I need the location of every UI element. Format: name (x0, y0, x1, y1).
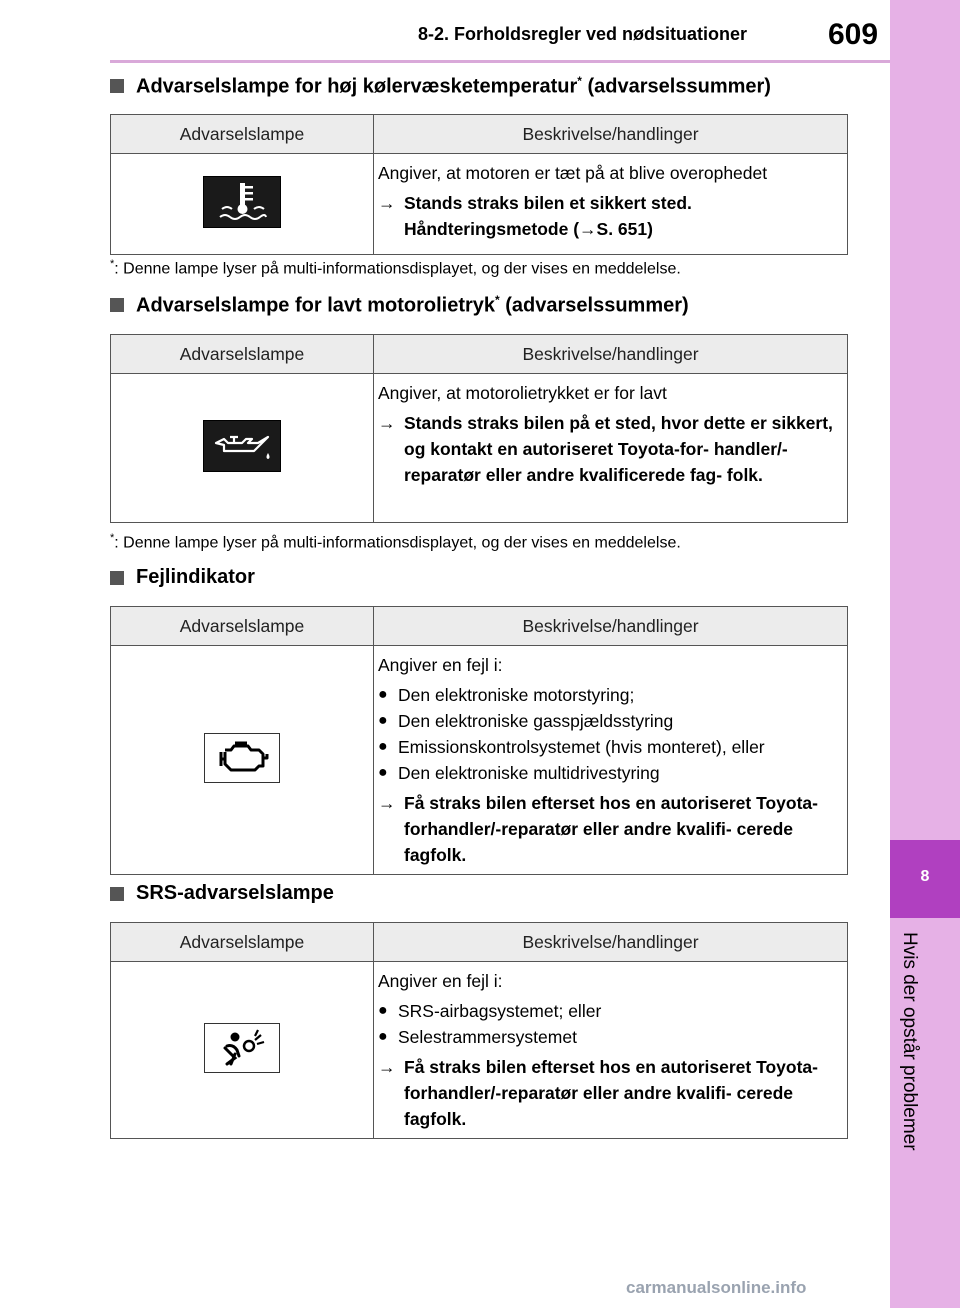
srs-airbag-icon (204, 1023, 280, 1073)
heading-square-icon (110, 571, 124, 585)
warning-table-malfunction (110, 606, 848, 875)
heading-suffix: (advarselssummer) (499, 294, 689, 317)
heading-square-icon (110, 79, 124, 93)
description-cell (374, 962, 848, 1139)
bullet-text: Den elektroniske gasspjældsstyring (398, 711, 674, 731)
bullet-icon: ● (378, 1002, 388, 1019)
arrow-icon: → (378, 1057, 396, 1077)
column-header-lamp: Advarselslampe (111, 607, 374, 646)
warning-table-coolant (110, 114, 848, 255)
description-cell (374, 154, 848, 255)
bullet-icon: ● (378, 764, 388, 781)
column-header-description: Beskrivelse/handlinger (374, 335, 848, 374)
action-text: Stands straks bilen et sikkert sted. Håndteringsmetode (→S. 651) (404, 193, 692, 239)
bullet-text: Den elektroniske multidrivestyring (398, 763, 660, 783)
bullet-item (378, 708, 847, 734)
footnote-text: : Denne lampe lyser på multi-informationsdisplayet, og der vises en meddelelse. (114, 260, 681, 278)
chapter-number: 8 (920, 868, 930, 885)
table-row (111, 962, 848, 1139)
action-text: Få straks bilen efterset hos en autoriseret Toyota-forhandler/-reparatør eller andre kvalifi- cerede fagfolk. (404, 1057, 818, 1129)
warning-table-oil-pressure (110, 334, 848, 523)
arrow-icon: → (378, 413, 396, 433)
table-header-row (111, 607, 848, 646)
description-cell (374, 374, 848, 523)
description-text: Angiver en fejl i: (378, 971, 503, 991)
action-item (378, 410, 847, 488)
check-engine-icon (204, 733, 280, 783)
action-text: Få straks bilen efterset hos en autoriseret Toyota-forhandler/-reparatør eller andre kvalifi- cerede fagfolk. (404, 793, 818, 865)
table-header-row (111, 923, 848, 962)
table-row (111, 154, 848, 255)
watermark: carmanualsonline.info (626, 1278, 807, 1297)
bullet-icon: ● (378, 738, 388, 755)
heading-text: Fejlindikator (136, 566, 255, 588)
heading-square-icon (110, 887, 124, 901)
action-item (378, 190, 847, 242)
bullet-text: Selestrammersystemet (398, 1027, 577, 1047)
heading-suffix: (advarselssummer) (581, 75, 771, 98)
bullet-item (378, 1024, 847, 1050)
section-heading-oil-pressure (110, 293, 689, 318)
column-header-description: Beskrivelse/handlinger (374, 607, 848, 646)
arrow-icon: → (378, 793, 396, 813)
heading-square-icon (110, 298, 124, 312)
heading-text: Advarselslampe for høj kølervæsketemperatur (136, 75, 578, 98)
bullet-icon: ● (378, 1028, 388, 1045)
table-row (111, 374, 848, 523)
bullet-item (378, 760, 847, 786)
bullet-item (378, 682, 847, 708)
column-header-description: Beskrivelse/handlinger (374, 115, 848, 154)
footnote-text: : Denne lampe lyser på multi-informationsdisplayet, og der vises en meddelelse. (114, 534, 681, 552)
action-item (378, 790, 847, 868)
description-text: Angiver, at motoren er tæt på at blive overophedet (378, 163, 768, 183)
asterisk: * (495, 293, 500, 307)
table-header-row (111, 335, 848, 374)
action-text: Stands straks bilen på et sted, hvor dette er sikkert, og kontakt en autoriseret Toyota-for- handler/-reparatør eller andre kvalificerede fag- folk. (404, 413, 833, 485)
page-number: 609 (828, 18, 879, 51)
bullet-text: Den elektroniske motorstyring; (398, 685, 635, 705)
heading-text: SRS-advarselslampe (136, 882, 334, 904)
bullet-icon: ● (378, 686, 388, 703)
column-header-lamp: Advarselslampe (111, 335, 374, 374)
column-header-lamp: Advarselslampe (111, 923, 374, 962)
section-heading-srs (110, 882, 334, 905)
action-item (378, 1054, 847, 1132)
lamp-cell (111, 962, 374, 1139)
bullet-icon: ● (378, 712, 388, 729)
footnote (110, 258, 681, 278)
table-row (111, 646, 848, 875)
oil-pressure-icon (203, 420, 281, 472)
footnote-marker: * (110, 258, 115, 270)
description-cell (374, 646, 848, 875)
bullet-text: SRS-airbagsystemet; eller (398, 1001, 602, 1021)
footnote (110, 532, 681, 552)
table-header-row (111, 115, 848, 154)
column-header-description: Beskrivelse/handlinger (374, 923, 848, 962)
section-heading-coolant (110, 74, 771, 99)
footnote-marker: * (110, 532, 115, 544)
warning-table-srs (110, 922, 848, 1139)
section-header-title: 8-2. Forholdsregler ved nødsituationer (418, 24, 748, 44)
asterisk: * (577, 74, 582, 88)
description-text: Angiver en fejl i: (378, 655, 503, 675)
arrow-icon: → (378, 193, 396, 213)
chapter-title: Hvis der opstår problemer (899, 932, 920, 1151)
lamp-cell (111, 154, 374, 255)
coolant-temperature-icon (203, 176, 281, 228)
column-header-lamp: Advarselslampe (111, 115, 374, 154)
bullet-item (378, 998, 847, 1024)
header-divider (110, 60, 890, 63)
section-heading-malfunction (110, 566, 255, 589)
description-text: Angiver, at motorolietrykket er for lavt (378, 383, 667, 403)
lamp-cell (111, 646, 374, 875)
bullet-item (378, 734, 847, 760)
heading-text: Advarselslampe for lavt motorolietryk (136, 294, 496, 317)
bullet-text: Emissionskontrolsystemet (hvis monteret), eller (398, 737, 765, 757)
lamp-cell (111, 374, 374, 523)
